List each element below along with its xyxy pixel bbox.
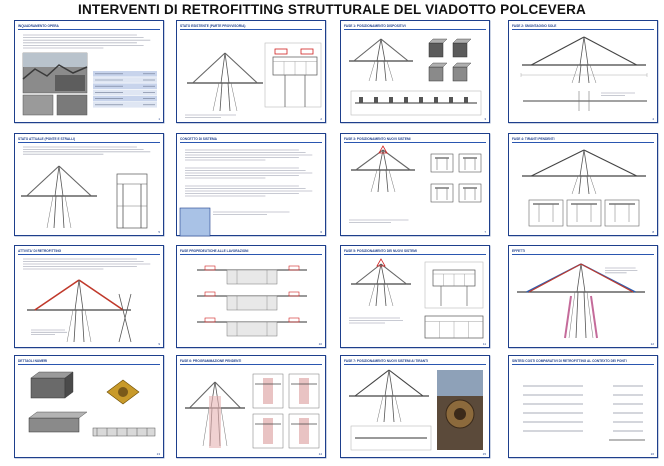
slide-page-number: 10 bbox=[318, 342, 322, 346]
slide-7 bbox=[340, 133, 490, 236]
girder-section bbox=[425, 316, 483, 338]
slide-drawing bbox=[15, 21, 165, 124]
slide-drawing bbox=[15, 246, 165, 349]
slide-header: DETTAGLI NUMERI bbox=[18, 358, 160, 365]
elevation-panels bbox=[253, 374, 319, 448]
slide-header: ATTIVITA' DI RETROFITTING bbox=[18, 248, 160, 255]
pier-drawing bbox=[517, 264, 645, 338]
slide-8 bbox=[508, 133, 658, 236]
slide-header: FASE 1: POSIZIONAMENTO DISPOSITIVI bbox=[344, 23, 486, 30]
slide-10 bbox=[176, 245, 326, 348]
slide-page-number: 1 bbox=[158, 117, 160, 121]
slide-3 bbox=[340, 20, 490, 123]
slide-page-number: 16 bbox=[650, 452, 654, 456]
slide-15 bbox=[340, 355, 490, 458]
slide-page-number: 13 bbox=[156, 452, 160, 456]
slide-page-number: 11 bbox=[482, 342, 486, 346]
slide-header: STATO ATTUALE (PONTE E STRALLI) bbox=[18, 136, 160, 143]
deck-sections bbox=[197, 266, 307, 336]
site-photo bbox=[437, 370, 483, 450]
detail-sections bbox=[529, 200, 639, 226]
pier-drawing bbox=[351, 264, 411, 306]
slide-header: FASE 7: POSIZIONAMENTO NUOVI SISTEMI AI TIRANTI bbox=[344, 358, 486, 365]
page-title: INTERVENTI DI RETROFITTING STRUTTURALE DEL VIADOTTO POLCEVERA bbox=[78, 2, 586, 17]
slide-header: FASE PROPEDEUTICHE ALLE LAVORAZIONI bbox=[180, 248, 322, 255]
slide-page-number: 4 bbox=[652, 117, 654, 121]
slide-11 bbox=[340, 245, 490, 348]
slide-page-number: 6 bbox=[320, 230, 322, 234]
slide-13 bbox=[14, 355, 164, 458]
slide-header: INQUADRAMENTO OPERA bbox=[18, 23, 160, 30]
slide-header: STATO ESISTENTE (PARTE PROVVISORIA) bbox=[180, 23, 322, 30]
slide-drawing bbox=[341, 21, 491, 124]
pier-drawing bbox=[349, 370, 429, 422]
slide-1 bbox=[14, 20, 164, 123]
pier-drawing bbox=[349, 39, 413, 81]
slide-page-number: 5 bbox=[158, 230, 160, 234]
slide-page-number: 12 bbox=[650, 342, 654, 346]
slide-drawing bbox=[15, 134, 165, 237]
slide-header: EFFETTI bbox=[512, 248, 654, 255]
slide-drawing bbox=[15, 356, 165, 459]
slide-drawing bbox=[177, 246, 327, 349]
pier-drawing bbox=[522, 37, 646, 83]
slide-header: FASE 6: PROGRAMMAZIONE PENDENTI bbox=[180, 358, 322, 365]
slide-drawing bbox=[509, 134, 659, 237]
slide-5 bbox=[14, 133, 164, 236]
slide-header: SINTESI COSTI COMPARATIVI DI RETROFITTING AL CONTEXTO DEI PONTI bbox=[512, 358, 654, 365]
device-3d-blocks bbox=[429, 39, 471, 81]
slide-2 bbox=[176, 20, 326, 123]
girder-section bbox=[273, 57, 317, 75]
pier-elevation bbox=[117, 174, 147, 228]
slide-header: FASE 3: POSIZIONAMENTO NUOVI SISTEMI bbox=[344, 136, 486, 143]
slide-16 bbox=[508, 355, 658, 458]
slide-drawing bbox=[509, 21, 659, 124]
slide-6 bbox=[176, 133, 326, 236]
slide-drawing bbox=[509, 356, 659, 459]
cross-sections bbox=[431, 154, 481, 202]
slide-drawing bbox=[341, 356, 491, 459]
slide-page-number: 15 bbox=[482, 452, 486, 456]
device-illustrations bbox=[29, 372, 155, 436]
slide-drawing bbox=[177, 21, 327, 124]
slide-drawing bbox=[341, 134, 491, 237]
slide-12 bbox=[508, 245, 658, 348]
data-table bbox=[93, 71, 157, 108]
slide-9 bbox=[14, 245, 164, 348]
slide-page-number: 7 bbox=[484, 230, 486, 234]
slide-page-number: 8 bbox=[652, 230, 654, 234]
slide-drawing bbox=[177, 134, 327, 237]
bridge-photo bbox=[23, 53, 87, 115]
slide-page-number: 14 bbox=[318, 452, 322, 456]
pier-drawing bbox=[187, 53, 263, 111]
slide-header: FASE 2: SMONTAGGIO SOLE bbox=[512, 23, 654, 30]
slide-drawing bbox=[341, 246, 491, 349]
slide-header: FASE 5: POSIZIONAMENTO DEI NUOVI SISTEMI bbox=[344, 248, 486, 255]
slide-page-number: 3 bbox=[484, 117, 486, 121]
slide-header: CONCETTO DI SISTEMA bbox=[180, 136, 322, 143]
slide-4 bbox=[508, 20, 658, 123]
slide-14 bbox=[176, 355, 326, 458]
slide-drawing bbox=[177, 356, 327, 459]
pier-drawing bbox=[21, 166, 97, 228]
girder-section bbox=[433, 270, 475, 286]
pier-drawing bbox=[522, 150, 646, 194]
slide-page-number: 2 bbox=[320, 117, 322, 121]
cost-table bbox=[523, 386, 645, 440]
pier-drawing bbox=[351, 150, 415, 192]
slide-page-number: 9 bbox=[158, 342, 160, 346]
slide-drawing bbox=[509, 246, 659, 349]
pier-drawing bbox=[27, 280, 131, 342]
slide-header: FASE 4: TIRANTI PENDENTI bbox=[512, 136, 654, 143]
